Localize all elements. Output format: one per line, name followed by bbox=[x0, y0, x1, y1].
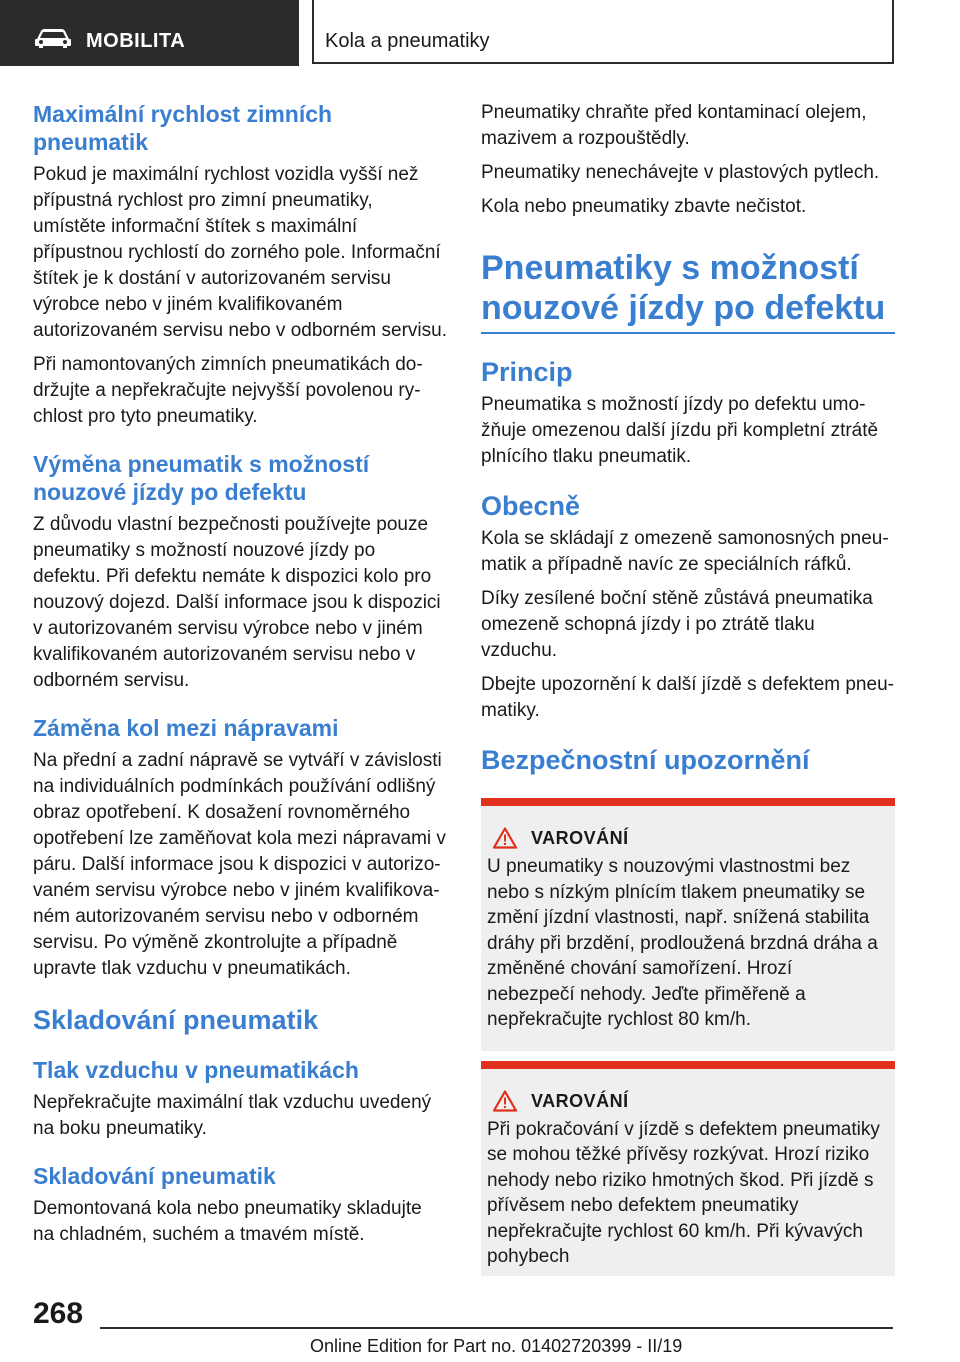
warning-header bbox=[487, 1089, 885, 1113]
car-icon bbox=[34, 27, 72, 49]
left-column bbox=[33, 100, 447, 1248]
warning-title: VAROVÁNÍ bbox=[531, 828, 629, 848]
section-heading-runflat-change: Výměna pneumatik s možností nouzové jízdy po defektu bbox=[33, 451, 370, 505]
paragraph: Kola nebo pneumatiky zbavte nečistot. bbox=[481, 196, 807, 217]
warning-text: U pneumatiky s nouzovými vlastnostmi bez nebo s nízkým plnícím tlakem pneumatiky se změní jízdní vlastnosti, např. snížená stabilita dráhy při brzdění, prodloužená brzdná dráha a změněné chování samořízení. Hrozí nebezpečí nehody. Jeďte přiměřeně a nepřekračujte rychlost 80 km/h. bbox=[487, 856, 878, 1030]
section-heading-principle: Princip bbox=[481, 357, 573, 387]
section-heading-wheel-rotation: Záměna kol mezi nápravami bbox=[33, 715, 339, 741]
warning-triangle-icon bbox=[493, 827, 517, 849]
paragraph: Pneumatiky nenechávejte v plastových pytlech. bbox=[481, 162, 880, 183]
paragraph: Kola se skládají z omezeně samonosných pneumatik a případně navíc ze speciálních ráfků. bbox=[481, 528, 889, 575]
section-heading-safety: Bezpečnostní upozornění bbox=[481, 745, 810, 775]
section-heading-general: Obecně bbox=[481, 491, 581, 521]
paragraph: Pokud je maximální rychlost vozidla vyšší než přípustná rychlost pro zimní pneumatiky, umístěte informační štítek s maximální přípustnou rychlostí do zorného pole. Informační štítek je k dostání v autorizovaném servisu výrobce nebo v jiném kvalifikovaném autorizovaném servisu nebo v odborném servisu. bbox=[33, 164, 447, 341]
warning-text: Při pokračování v jízdě s defektem pneumatiky se mohou těžké přívěsy rozkývat. Hrozí riziko nehody nebo riziko hmotných škod. Při jízdě s přívěsem nebo defektem pneumatiky nepřekračujte rychlost 60 km/h. Při kývavých pohybech bbox=[487, 1118, 880, 1267]
section-heading-tire-storage: Skladování pneumatik bbox=[33, 1005, 319, 1035]
paragraph: Dbejte upozornění k další jízdě s defektem pneumatiky. bbox=[481, 674, 894, 721]
paragraph: Nepřekračujte maximální tlak vzduchu uvedený na boku pneumatiky. bbox=[33, 1092, 432, 1139]
warning-box bbox=[481, 1061, 895, 1276]
subheading-tire-pressure: Tlak vzduchu v pneumatikách bbox=[33, 1057, 359, 1083]
paragraph: Pneumatika s možností jízdy po defektu umožňuje omezenou další jízdu při kompletní ztrátě plnícího tlaku pneumatik. bbox=[481, 394, 879, 467]
section-heading-max-speed: Maximální rychlost zimních pneumatik bbox=[33, 101, 333, 155]
page-number: 268 bbox=[33, 1297, 84, 1330]
warning-header bbox=[487, 826, 885, 850]
warning-title: VAROVÁNÍ bbox=[531, 1090, 629, 1111]
right-column bbox=[481, 100, 895, 1276]
main-heading-runflat: Pneumatiky s možností nouzové jízdy po defektu bbox=[481, 249, 886, 327]
paragraph: Pneumatiky chraňte před kontaminací olejem, mazivem a rozpouštědly. bbox=[481, 102, 867, 149]
warning-triangle-icon bbox=[493, 1090, 517, 1112]
paragraph: Z důvodu vlastní bezpečnosti používejte pouze pneumatiky s možností nouzové jízdy po defektu. Při defektu nemáte k dispozici kolo pro nouzový dojezd. Další informace jsou k dispozici v autorizovaném servisu výrobce nebo v jiném kvalifikovaném autorizovaném servisu nebo v odborném servisu. bbox=[33, 514, 441, 691]
footer-rule bbox=[100, 1327, 893, 1329]
header-section-label: MOBILITA bbox=[86, 30, 186, 52]
paragraph: Demontovaná kola nebo pneumatiky skladujte na chladném, suchém a tmavém místě. bbox=[33, 1198, 422, 1245]
paragraph: Díky zesílené boční stěně zůstává pneumatika omezeně schopná jízdy i po ztrátě tlaku vzduchu. bbox=[481, 588, 873, 661]
main-heading-block bbox=[481, 248, 895, 334]
chapter-title: Kola a pneumatiky bbox=[325, 30, 490, 52]
paragraph: Na přední a zadní nápravě se vytváří v závislosti na individuálních podmínkách používání odlišný obraz opotřebení. K dosažení rovnoměrného opotřebení lze zaměňovat kola mezi nápravami v páru. Další informace jsou k dispozici v autorizovaném servisu výrobce nebo v jiném kvalifikovaném autorizovaném servisu nebo v odborném servisu. Po výměně zkontrolujte a případně upravte tlak vzduchu v pneumatikách. bbox=[33, 750, 446, 979]
subheading-tire-storage: Skladování pneumatik bbox=[33, 1163, 276, 1189]
footer-edition: Online Edition for Part no. 01402720399 - II/19 bbox=[310, 1336, 683, 1356]
paragraph: Při namontovaných zimních pneumatikách dodržujte a nepřekračujte nejvyšší povolenou rychlost pro tyto pneumatiky. bbox=[33, 354, 423, 427]
warning-box bbox=[481, 798, 895, 1051]
